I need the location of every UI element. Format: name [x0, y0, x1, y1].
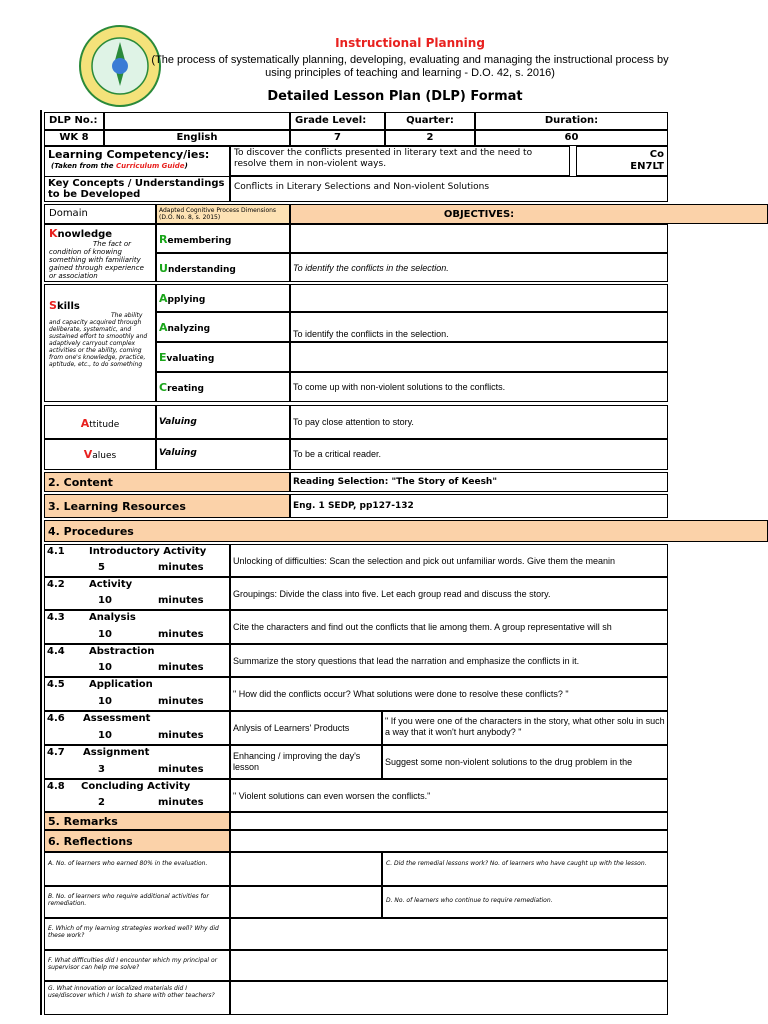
remarks-label: 5. Remarks	[44, 812, 230, 830]
procedure-4-6-subtask: Anlysis of Learners' Products	[230, 711, 382, 745]
knowledge-domain-cell	[44, 224, 156, 282]
content-label: 2. Content	[44, 472, 290, 492]
procedure-4-1-text: Unlocking of difficulties: Scan the selection and pick out unfamiliar words. Give them the meanin	[230, 544, 668, 577]
applying-rest: pplying	[167, 295, 206, 305]
procedure-unit: minutes	[158, 629, 204, 640]
week-value: WK 8	[44, 130, 104, 146]
procedure-num: 4.2	[47, 579, 65, 590]
values-objective: To be a critical reader.	[290, 439, 668, 470]
applying-cap: A	[159, 292, 168, 305]
procedure-4-2	[44, 577, 230, 610]
procedure-4-2-text: Groupings: Divide the class into five. Let each group read and discuss the story.	[230, 577, 668, 610]
procedure-name: Abstraction	[89, 646, 155, 657]
evaluating-cap: E	[159, 351, 167, 364]
skills-description: The ability and capacity acquired through deliberate, systematic, and sustained effort to smoothly and adaptively carryout complex activities or the ability, coming from one's knowledge, practice, aptitude, etc., to do something	[49, 312, 148, 368]
competency-note-suffix: )	[184, 162, 188, 170]
knowledge-cap: K	[49, 227, 58, 240]
remembering-objective	[290, 224, 668, 253]
attitude-cap: A	[80, 417, 90, 430]
reflection-f-value	[230, 950, 668, 981]
reflection-e-value	[230, 918, 668, 950]
reflection-b: B. No. of learners who require additional activities for remediation.	[44, 886, 230, 918]
reflection-c: C. Did the remedial lessons work? No. of learners who have caught up with the lesson.	[382, 852, 668, 886]
values-cap: V	[83, 448, 93, 461]
instructional-planning-description: (The process of systematically planning, developing, evaluating and managing the instructional process by using principles of teaching and learning - D.O. 42, s. 2016)	[151, 54, 669, 79]
procedure-name: Concluding Activity	[81, 781, 191, 792]
key-concepts-label: Key Concepts / Understandings to be Developed	[44, 176, 230, 202]
procedure-4-1	[44, 544, 230, 577]
values-rest: alues	[92, 451, 117, 461]
procedure-4-3	[44, 610, 230, 644]
procedure-unit: minutes	[158, 764, 204, 775]
attitude-domain	[44, 405, 156, 439]
procedure-minutes: 10	[98, 662, 112, 673]
procedure-num: 4.5	[47, 679, 65, 690]
grade-level-label: Grade Level:	[290, 112, 385, 130]
analyzing-process	[156, 312, 290, 342]
knowledge-description: The fact or condition of knowing something with familiarity gained through experience or association	[49, 240, 144, 280]
creating-process	[156, 372, 290, 402]
procedure-name: Introductory Activity	[89, 546, 207, 557]
procedure-4-8	[44, 779, 230, 812]
duration-value: 60	[475, 130, 668, 146]
competency-code: EN7LT	[630, 161, 664, 172]
reflection-g-value	[230, 981, 668, 1015]
understanding-objective: To identify the conflicts in the selection.	[290, 253, 668, 282]
reflection-a: A. No. of learners who earned 80% in the evaluation.	[44, 852, 230, 886]
resources-text: Eng. 1 SEDP, pp127-132	[290, 494, 668, 518]
analyzing-rest: nalyzing	[167, 324, 211, 334]
competency-code-label: Co	[649, 149, 664, 160]
content-text: Reading Selection: "The Story of Keesh"	[290, 472, 668, 492]
applying-process	[156, 284, 290, 312]
values-domain	[44, 439, 156, 470]
values-process: Valuing	[156, 439, 290, 470]
knowledge-rest: nowledge	[57, 229, 113, 240]
objectives-header: OBJECTIVES:	[290, 204, 768, 224]
procedure-unit: minutes	[158, 730, 204, 741]
attitude-rest: ttitude	[89, 420, 120, 430]
procedure-4-7	[44, 745, 230, 779]
skills-domain-cell	[44, 284, 156, 402]
understanding-process	[156, 253, 290, 282]
reflection-b-value	[230, 886, 382, 918]
reflections-label: 6. Reflections	[44, 830, 230, 852]
applying-objective	[290, 284, 668, 312]
procedure-4-7-subtask: Enhancing / improving the day's lesson	[230, 745, 382, 779]
procedure-name: Analysis	[89, 612, 136, 623]
creating-cap: C	[159, 381, 168, 394]
procedure-unit: minutes	[158, 696, 204, 707]
key-concepts-text: Conflicts in Literary Selections and Non-violent Solutions	[230, 176, 668, 202]
reflection-f: F. What difficulties did I encounter which my principal or supervisor can help me solve?	[44, 950, 230, 981]
procedure-4-6	[44, 711, 230, 745]
remembering-process	[156, 224, 290, 253]
procedure-4-4	[44, 644, 230, 677]
procedure-minutes: 5	[98, 562, 105, 573]
evaluating-process	[156, 342, 290, 372]
procedure-name: Assignment	[83, 747, 150, 758]
competency-note-prefix: (Taken from the	[51, 162, 116, 170]
reflections-value	[230, 830, 668, 852]
procedure-num: 4.3	[47, 612, 65, 623]
procedure-4-5	[44, 677, 230, 711]
procedure-4-4-text: Summarize the story questions that lead the narration and emphasize the conflicts in it.	[230, 644, 668, 677]
subject-value: English	[104, 130, 290, 146]
procedure-4-7-text: Suggest some non-violent solutions to the drug problem in the	[382, 745, 668, 779]
domain-header: Domain	[44, 204, 156, 224]
attitude-objective: To pay close attention to story.	[290, 405, 668, 439]
procedure-minutes: 10	[98, 696, 112, 707]
duration-label: Duration:	[475, 112, 668, 130]
procedure-num: 4.8	[47, 781, 65, 792]
procedure-minutes: 10	[98, 730, 112, 741]
understanding-cap: U	[159, 262, 168, 275]
curriculum-guide-link: Curriculum Guide	[116, 162, 185, 170]
procedure-unit: minutes	[158, 562, 204, 573]
procedure-4-5-text: " How did the conflicts occur? What solutions were done to resolve these conflicts? "	[230, 677, 668, 711]
understanding-rest: nderstanding	[167, 265, 236, 275]
analyzing-cap: A	[159, 321, 168, 334]
procedure-4-8-text: " Violent solutions can even worsen the conflicts."	[230, 779, 668, 812]
procedure-minutes: 2	[98, 797, 105, 808]
procedure-name: Application	[89, 679, 153, 690]
competency-code-cell	[576, 146, 668, 176]
reflection-d: D. No. of learners who continue to require remediation.	[382, 886, 668, 918]
procedure-4-3-text: Cite the characters and find out the conflicts that lie among them. A group representative will sh	[230, 610, 668, 644]
skills-cap: S	[49, 299, 57, 312]
procedure-name: Assessment	[83, 713, 151, 724]
creating-objective: To come up with non-violent solutions to the conflicts.	[290, 372, 668, 402]
procedure-unit: minutes	[158, 662, 204, 673]
competency-text: To discover the conflicts presented in literary text and the need to resolve them in non-violent ways.	[230, 146, 570, 176]
remembering-rest: emembering	[167, 236, 232, 246]
procedures-header: 4. Procedures	[44, 520, 768, 542]
dlp-format-title: Detailed Lesson Plan (DLP) Format	[267, 89, 523, 104]
evaluating-rest: valuating	[166, 354, 215, 364]
dlp-no-value	[104, 112, 290, 130]
competency-label: Learning Competency/ies:	[48, 148, 210, 161]
dlp-no-label: DLP No.:	[44, 112, 104, 130]
reflection-g: G. What innovation or localized materials did I use/discover which I wish to share with other teachers?	[44, 981, 230, 1015]
resources-label: 3. Learning Resources	[44, 494, 290, 518]
quarter-label: Quarter:	[385, 112, 475, 130]
procedure-num: 4.4	[47, 646, 65, 657]
competency-label-cell	[44, 146, 230, 176]
skills-rest: kills	[56, 301, 80, 312]
evaluating-objective	[290, 342, 668, 372]
procedure-name: Activity	[89, 579, 133, 590]
remarks-value	[230, 812, 668, 830]
procedure-minutes: 3	[98, 764, 105, 775]
procedure-num: 4.7	[47, 747, 65, 758]
procedure-minutes: 10	[98, 595, 112, 606]
grade-value: 7	[290, 130, 385, 146]
procedure-unit: minutes	[158, 797, 204, 808]
procedure-unit: minutes	[158, 595, 204, 606]
creating-rest: reating	[167, 384, 204, 394]
quarter-value: 2	[385, 130, 475, 146]
procedure-4-6-text: " If you were one of the characters in the story, what other solu in such a way that it won't hurt anybody? "	[382, 711, 668, 745]
reflection-a-value	[230, 852, 382, 886]
attitude-process: Valuing	[156, 405, 290, 439]
procedure-num: 4.1	[47, 546, 65, 557]
procedure-num: 4.6	[47, 713, 65, 724]
remembering-cap: R	[159, 233, 168, 246]
analyzing-objective: To identify the conflicts in the selection.	[290, 312, 668, 342]
instructional-planning-title: Instructional Planning	[335, 36, 485, 50]
procedure-minutes: 10	[98, 629, 112, 640]
reflection-e: E. Which of my learning strategies worked well? Why did these work?	[44, 918, 230, 950]
cognitive-dimensions-header: Adapted Cognitive Process Dimensions (D.O. No. 8, s. 2015)	[156, 204, 290, 224]
